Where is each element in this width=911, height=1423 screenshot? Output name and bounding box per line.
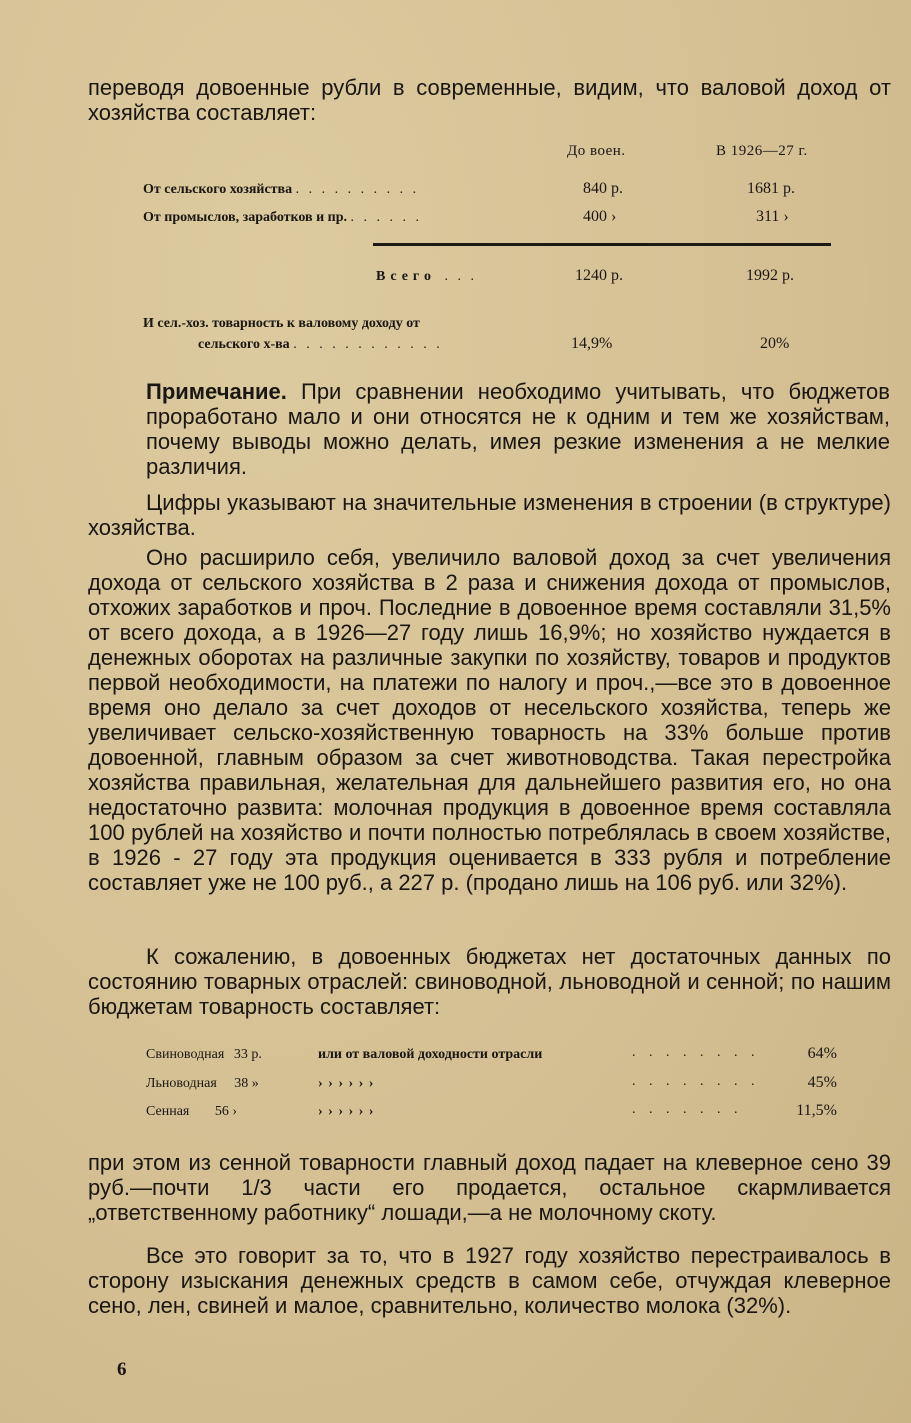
row-value-1926: 1681 р.	[747, 180, 795, 197]
intro-paragraph: переводя довоенные рубли в современные, видим, что валовой доход от хозяйства составляет:	[88, 75, 891, 125]
paragraph-structure: Цифры указывают на значительные изменения в строении (в структуре) хозяйства.	[88, 490, 891, 540]
commodity-mid: или от валовой доходности отрасли	[318, 1047, 543, 1062]
share-label-line2	[198, 337, 443, 353]
commodity-pct: 11,5%	[796, 1102, 837, 1119]
leader-dots: . . . . . . .	[632, 1102, 743, 1117]
page-number: 6	[117, 1359, 127, 1380]
paragraph-main: Оно расширило себя, увеличило валовой доход за счет увеличения дохода от сельского хозяйства в 2 раза и снижения дохода от промыслов, отхожих заработков и проч. Последние в довоенное время составляли 31,5% от всего дохода, а в 1926—27 году лишь 16,9%; но хозяйство нуждается в денежных оборотах на различные закупки по хозяйству, товаров и продуктов первой необходимости, на платежи по налогу и проч.,—все это в довоенное время оно делало за счет доходов от несельского хозяйства, теперь же увеличивает сельско-хозяйственную товарность на 33% больше против довоенной, главным образом за счет животноводства. Такая перестройка хозяйства правильная, желательная для дальнейшего развития его, но она недостаточно развита: молочная продукция в довоенное время составляла 100 рублей на хозяйство и почти полностью потреблялась в своем хозяйстве, в 1926 - 27 году эта продукция оценивается в 333 рубля и потребление составляет уже не 100 руб., а 227 р. (продано лишь на 106 руб. или 32%).	[88, 545, 891, 895]
row-value-prewar: 840 р.	[583, 180, 623, 197]
commodity-name: Сенная	[146, 1104, 190, 1119]
col-header-1926: В 1926—27 г.	[716, 143, 808, 159]
total-label	[376, 269, 477, 285]
total-rule	[373, 243, 831, 246]
share-value-prewar: 14,9%	[571, 335, 613, 352]
commodity-amount: 38 »	[234, 1076, 259, 1091]
total-value-prewar: 1240 р.	[575, 267, 623, 284]
leader-dots: . . . . . . . . . .	[295, 182, 420, 197]
paragraph-conclusion: Все это говорит за то, что в 1927 году хозяйство перестраивалось в сторону изыскания денежных средств в самом себе, отчуждая клеверное сено, лен, свиней и малое, сравнительно, количество молока (32%).	[88, 1243, 891, 1318]
leader-dots: . . . . . . . .	[632, 1045, 760, 1060]
note-paragraph	[146, 379, 890, 479]
row-value-prewar: 400 ›	[583, 208, 617, 225]
commodity-amount: 56 ›	[214, 1104, 238, 1119]
row-value-1926: 311 ›	[756, 208, 789, 225]
paragraph-commodity-intro: К сожалению, в довоенных бюджетах нет достаточных данных по состоянию товарных отраслей: свиноводной, льноводной и сенной; по нашим бюджетам товарность составляет:	[88, 944, 891, 1019]
total-value-1926: 1992 р.	[746, 267, 794, 284]
share-value-1926: 20%	[760, 335, 790, 352]
commodity-label	[146, 1047, 262, 1063]
paragraph-hay: при этом из сенной товарности главный доход падает на клеверное сено 39 руб.—почти 1/3 части его продается, остальное скармливается „ответственному работнику“ лошади,—а не молочному скоту.	[88, 1150, 891, 1225]
commodity-label	[146, 1076, 259, 1092]
commodity-mid: › › › › › ›	[318, 1076, 375, 1091]
leader-dots: . . . . . . . . . . . .	[293, 337, 443, 352]
commodity-name: Льноводная	[146, 1076, 217, 1091]
share-label-text: сельского х-ва	[198, 337, 290, 352]
col-header-prewar: До воен.	[567, 143, 626, 159]
commodity-mid: › › › › › ›	[318, 1104, 375, 1119]
commodity-pct: 45%	[807, 1074, 837, 1091]
commodity-pct: 64%	[807, 1045, 837, 1062]
row-label-text: От сельского хозяйства	[143, 182, 293, 197]
share-label-line1: И сел.-хоз. товарность к валовому доходу от	[143, 316, 420, 331]
commodity-amount: 33 р.	[233, 1047, 262, 1062]
note-text: При сравнении необходимо учитывать, что бюджетов проработано мало и они относятся не к одним и тем же хозяйствам, почему выводы можно делать, имея резкие изменения а не мелкие различия.	[146, 379, 890, 479]
commodity-label	[146, 1104, 237, 1120]
table-row-label	[143, 182, 419, 198]
leader-dots: . . .	[444, 269, 477, 284]
leader-dots: . . . . . . . .	[632, 1074, 760, 1089]
note-label: Примечание.	[146, 379, 287, 404]
table-row-label	[143, 210, 422, 226]
leader-dots: . . . . . .	[350, 210, 423, 225]
commodity-name: Свиноводная	[146, 1047, 225, 1062]
row-label-text: От промыслов, заработков и пр.	[143, 210, 348, 225]
total-label-text: Всего	[376, 269, 436, 284]
